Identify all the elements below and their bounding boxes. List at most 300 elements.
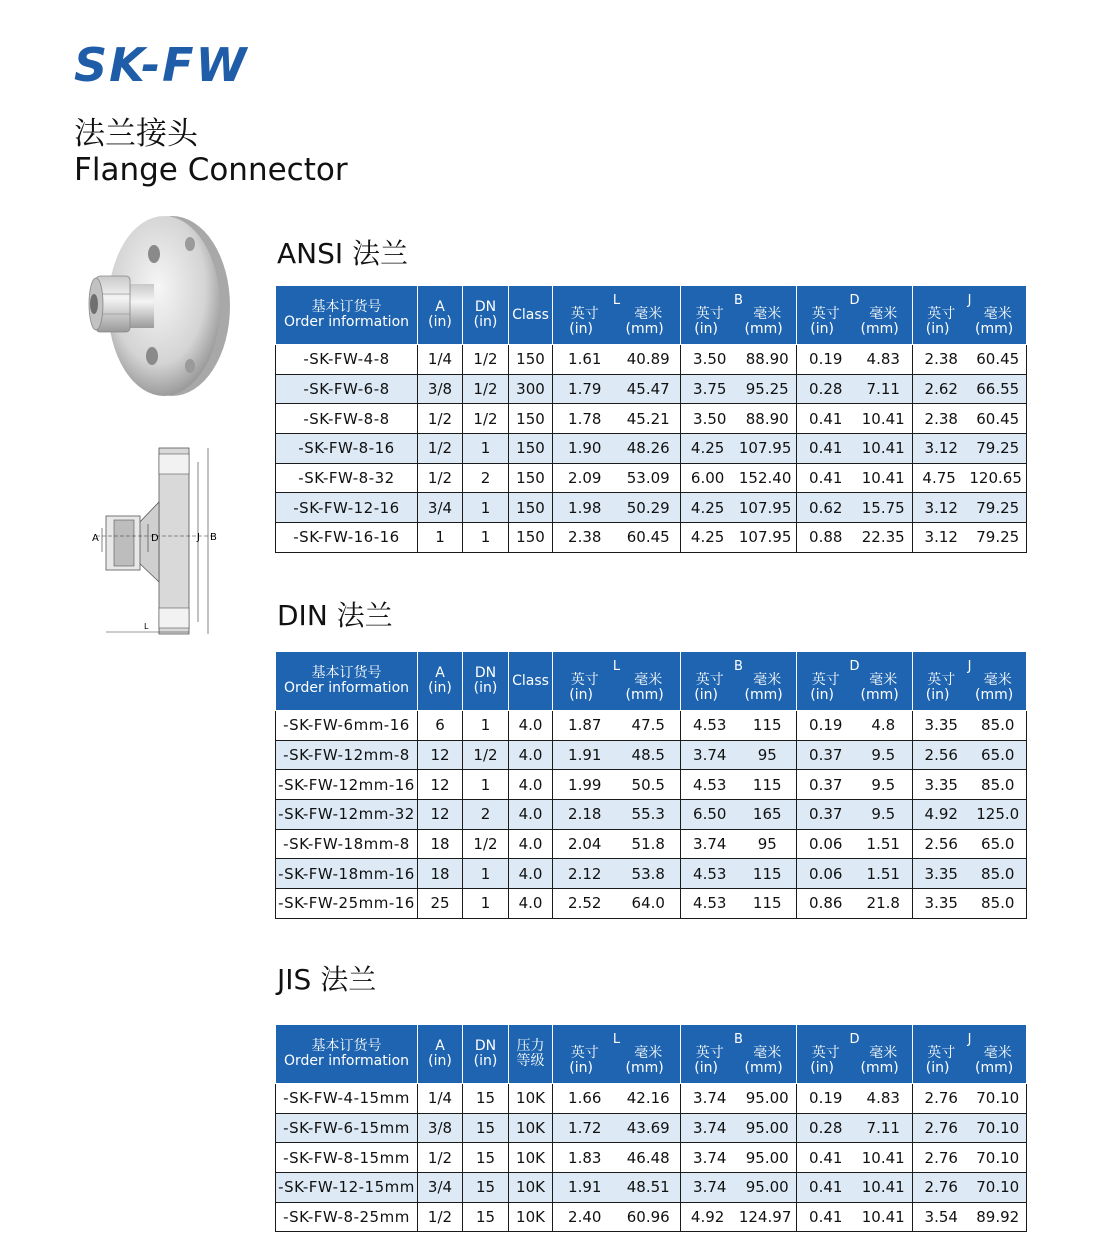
mm-cn: 毫米 xyxy=(753,1044,782,1061)
value-mm: 79.25 xyxy=(976,528,1020,547)
cell-d-values xyxy=(797,746,912,764)
cell-d xyxy=(797,463,913,493)
value-in: 4.53 xyxy=(693,775,727,794)
col-j-units xyxy=(913,688,1026,703)
cell-l xyxy=(553,770,681,800)
value-in: 4.25 xyxy=(690,439,725,458)
cell-dn: 1 xyxy=(463,859,509,889)
cell-d-values xyxy=(797,776,912,794)
cell-l-values xyxy=(553,835,680,853)
col-dn xyxy=(463,286,509,345)
cell-a: 1/4 xyxy=(418,1084,463,1114)
value-mm: 7.11 xyxy=(866,380,900,399)
col-d xyxy=(797,286,913,345)
value-in: 3.74 xyxy=(693,1178,727,1197)
col-b-cn-units xyxy=(681,307,796,322)
mm-cn: 毫米 xyxy=(869,671,898,688)
cell-dn: 1 xyxy=(463,523,509,553)
order-number: -SK-FW-6mm-16 xyxy=(276,711,418,741)
value-mm: 95.00 xyxy=(745,1148,789,1167)
mm-cn: 毫米 xyxy=(753,671,782,688)
cell-b xyxy=(681,1084,797,1114)
value-mm: 9.5 xyxy=(871,805,896,824)
value-in: 2.52 xyxy=(568,894,602,913)
product-photo xyxy=(60,214,246,400)
cell-d xyxy=(797,770,913,800)
cell-j xyxy=(913,800,1027,830)
value-mm: 124.97 xyxy=(738,1208,792,1227)
value-mm: 51.8 xyxy=(631,835,665,854)
cell-d xyxy=(797,1202,913,1232)
cell-j xyxy=(913,740,1027,770)
cell-d xyxy=(797,859,913,889)
cell-dn: 1 xyxy=(463,493,509,523)
value-in: 0.19 xyxy=(809,1089,843,1108)
col-l xyxy=(553,652,681,711)
mm-cn: 毫米 xyxy=(983,1044,1012,1061)
cell-d-values xyxy=(797,410,912,428)
cell-a: 6 xyxy=(418,711,463,741)
col-l-units xyxy=(553,1061,680,1076)
value-in: 0.41 xyxy=(809,439,843,458)
value-in: 2.76 xyxy=(924,1119,958,1138)
col-l xyxy=(553,286,681,345)
inch-unit: (in) xyxy=(810,1059,834,1076)
col-order-cn: 基本订货号 xyxy=(311,665,382,681)
col-b-label: B xyxy=(734,1031,743,1047)
col-b-units xyxy=(681,688,796,703)
cell-a: 1/2 xyxy=(418,434,463,464)
col-b-label: B xyxy=(734,658,743,674)
col-j-units xyxy=(913,1061,1026,1076)
cell-l xyxy=(553,829,681,859)
value-mm: 40.89 xyxy=(626,350,670,369)
cell-class: 150 xyxy=(509,523,553,553)
cell-b-values xyxy=(681,835,796,853)
inch-cn: 英寸 xyxy=(811,1044,840,1061)
col-b xyxy=(681,652,797,711)
cell-d-values xyxy=(797,835,912,853)
inch-unit: (in) xyxy=(925,320,950,337)
cell-d-values xyxy=(797,716,912,734)
table-row xyxy=(276,1143,1027,1173)
jis-title: JIS 法兰 xyxy=(277,963,377,996)
value-in: 1.99 xyxy=(568,775,602,794)
label-l: L xyxy=(144,622,149,631)
value-in: 0.37 xyxy=(809,805,843,824)
col-j xyxy=(913,1025,1027,1084)
table-row xyxy=(276,493,1027,523)
cell-class: 150 xyxy=(509,404,553,434)
cell-a: 12 xyxy=(418,770,463,800)
ansi-table xyxy=(275,285,1027,553)
mm-unit: (mm) xyxy=(744,1059,783,1076)
cell-j xyxy=(913,859,1027,889)
table-row xyxy=(276,800,1027,830)
cell-j xyxy=(913,434,1027,464)
cell-b xyxy=(681,523,797,553)
value-in: 6.00 xyxy=(690,469,725,488)
value-mm: 9.5 xyxy=(871,746,896,765)
cell-b-values xyxy=(681,439,796,457)
table-row xyxy=(276,859,1027,889)
cell-class: 4.0 xyxy=(509,711,553,741)
value-mm: 120.65 xyxy=(969,469,1022,488)
cell-j xyxy=(913,404,1027,434)
cell-dn: 1/2 xyxy=(463,829,509,859)
cell-class: 150 xyxy=(509,463,553,493)
value-mm: 85.0 xyxy=(981,894,1015,913)
cell-b xyxy=(681,463,797,493)
col-b xyxy=(681,286,797,345)
value-in: 1.87 xyxy=(568,716,602,735)
cell-b-values xyxy=(681,805,796,823)
label-b: B xyxy=(210,532,217,543)
value-in: 2.56 xyxy=(924,746,958,765)
value-in: 1.61 xyxy=(568,350,602,369)
col-dn-label: DN xyxy=(474,665,497,681)
value-in: 3.74 xyxy=(693,1089,727,1108)
cell-d xyxy=(797,829,913,859)
cell-b xyxy=(681,434,797,464)
cell-b xyxy=(681,345,797,375)
cell-l-values xyxy=(553,1149,680,1167)
cell-l xyxy=(553,711,681,741)
mm-cn: 毫米 xyxy=(983,671,1012,688)
inch-unit: (in) xyxy=(569,320,593,337)
col-j-cn-units xyxy=(913,1046,1026,1061)
value-in: 2.12 xyxy=(568,864,602,883)
value-mm: 165 xyxy=(752,805,782,824)
value-in: 4.53 xyxy=(693,716,727,735)
cell-j-values xyxy=(913,380,1026,398)
value-mm: 15.75 xyxy=(861,498,905,517)
value-mm: 66.55 xyxy=(976,380,1020,399)
value-mm: 1.51 xyxy=(866,864,900,883)
value-in: 3.50 xyxy=(693,350,727,369)
value-in: 0.41 xyxy=(809,1178,843,1197)
cell-b-values xyxy=(681,528,796,546)
cell-class: 4.0 xyxy=(509,800,553,830)
col-order-en: Order information xyxy=(283,1053,410,1069)
order-number: -SK-FW-18mm-16 xyxy=(276,859,418,889)
cell-j-values xyxy=(913,439,1026,457)
inch-cn: 英寸 xyxy=(570,1044,599,1061)
cell-class: 4.0 xyxy=(509,859,553,889)
col-a-label: A xyxy=(435,299,445,315)
brand-title: SK-FW xyxy=(74,38,249,92)
inch-unit: (in) xyxy=(925,686,950,703)
table-row xyxy=(276,404,1027,434)
cell-dn: 15 xyxy=(463,1143,509,1173)
cell-a: 1/2 xyxy=(418,1202,463,1232)
col-pressure-label: 压力等级 xyxy=(516,1038,545,1069)
cell-j-values xyxy=(913,1089,1026,1107)
value-mm: 107.95 xyxy=(738,528,792,547)
value-mm: 115 xyxy=(752,775,782,794)
mm-unit: (mm) xyxy=(744,686,783,703)
col-order xyxy=(276,652,418,711)
value-mm: 45.47 xyxy=(626,380,670,399)
table-row xyxy=(276,770,1027,800)
cell-class: 150 xyxy=(509,345,553,375)
cell-l xyxy=(553,463,681,493)
col-b-label: B xyxy=(734,292,743,308)
cell-j xyxy=(913,770,1027,800)
cell-class: 300 xyxy=(509,374,553,404)
cell-d xyxy=(797,404,913,434)
value-in: 0.28 xyxy=(809,380,843,399)
cell-d xyxy=(797,711,913,741)
table-row xyxy=(276,1084,1027,1114)
value-in: 0.37 xyxy=(809,775,843,794)
value-in: 0.19 xyxy=(809,716,843,735)
cell-j xyxy=(913,889,1027,919)
order-number: -SK-FW-16-16 xyxy=(276,523,418,553)
value-mm: 95.25 xyxy=(745,380,789,399)
table-row xyxy=(276,711,1027,741)
col-order-en: Order information xyxy=(283,680,410,696)
table-row xyxy=(276,345,1027,375)
cell-j-values xyxy=(913,746,1026,764)
value-in: 3.74 xyxy=(693,1148,727,1167)
value-mm: 55.3 xyxy=(631,805,665,824)
cell-b-values xyxy=(681,776,796,794)
col-d-cn-units xyxy=(797,673,912,688)
cell-l-values xyxy=(553,1119,680,1137)
value-mm: 60.45 xyxy=(976,350,1020,369)
value-in: 3.74 xyxy=(693,1119,727,1138)
dimension-drawing xyxy=(86,440,226,640)
mm-cn: 毫米 xyxy=(869,1044,898,1061)
cell-l xyxy=(553,889,681,919)
cell-a: 12 xyxy=(418,800,463,830)
value-in: 0.41 xyxy=(809,409,843,428)
cell-b xyxy=(681,493,797,523)
cell-d-values xyxy=(797,1149,912,1167)
col-dn-label: DN xyxy=(474,1038,497,1054)
value-in: 4.92 xyxy=(924,805,958,824)
cell-b-values xyxy=(681,1089,796,1107)
value-in: 3.35 xyxy=(924,775,958,794)
inch-unit: (in) xyxy=(694,1059,718,1076)
value-in: 0.41 xyxy=(809,469,843,488)
cell-l-values xyxy=(553,499,680,517)
cell-j xyxy=(913,345,1027,375)
value-in: 1.72 xyxy=(568,1119,602,1138)
cell-l-values xyxy=(553,865,680,883)
col-a xyxy=(418,286,463,345)
value-mm: 115 xyxy=(752,894,782,913)
col-a-unit: (in) xyxy=(428,314,452,330)
cell-d-values xyxy=(797,1119,912,1137)
cell-class: 4.0 xyxy=(509,770,553,800)
value-mm: 42.16 xyxy=(626,1089,670,1108)
cell-l-values xyxy=(553,380,680,398)
cell-b-values xyxy=(681,499,796,517)
cell-dn: 2 xyxy=(463,463,509,493)
cell-d-values xyxy=(797,1208,912,1226)
cell-d xyxy=(797,434,913,464)
cell-dn: 1/2 xyxy=(463,345,509,375)
order-number: -SK-FW-4-8 xyxy=(276,345,418,375)
cell-d xyxy=(797,889,913,919)
value-in: 4.92 xyxy=(690,1208,725,1227)
value-in: 2.76 xyxy=(924,1178,958,1197)
col-l-cn-units xyxy=(553,1046,680,1061)
inch-unit: (in) xyxy=(810,686,834,703)
value-in: 0.41 xyxy=(809,1148,843,1167)
value-mm: 107.95 xyxy=(738,498,792,517)
inch-unit: (in) xyxy=(569,686,593,703)
cell-b xyxy=(681,711,797,741)
col-l-cn-units xyxy=(553,673,680,688)
value-in: 2.62 xyxy=(924,380,958,399)
cell-class: 10K xyxy=(509,1143,553,1173)
cell-class: 4.0 xyxy=(509,829,553,859)
col-j-cn-units xyxy=(913,673,1026,688)
order-number: -SK-FW-8-25mm xyxy=(276,1202,418,1232)
value-in: 0.37 xyxy=(809,746,843,765)
cell-j-values xyxy=(913,776,1026,794)
value-mm: 9.5 xyxy=(871,775,896,794)
cell-j xyxy=(913,829,1027,859)
cell-b-values xyxy=(681,865,796,883)
cell-j xyxy=(913,374,1027,404)
cell-j-values xyxy=(913,469,1026,487)
cell-l xyxy=(553,404,681,434)
order-number: -SK-FW-12mm-32 xyxy=(276,800,418,830)
cell-b xyxy=(681,374,797,404)
cell-b-values xyxy=(681,380,796,398)
cell-b xyxy=(681,829,797,859)
mm-unit: (mm) xyxy=(860,320,899,337)
value-mm: 10.41 xyxy=(861,469,905,488)
value-in: 0.86 xyxy=(809,894,843,913)
value-in: 1.91 xyxy=(568,1178,602,1197)
col-order-en: Order information xyxy=(283,314,410,330)
cell-j-values xyxy=(913,1178,1026,1196)
table-row xyxy=(276,889,1027,919)
cell-b-values xyxy=(681,350,796,368)
inch-unit: (in) xyxy=(694,686,718,703)
value-in: 2.38 xyxy=(924,409,958,428)
value-mm: 53.8 xyxy=(631,864,665,883)
value-in: 1.79 xyxy=(568,380,602,399)
cell-b-values xyxy=(681,1149,796,1167)
cell-a: 18 xyxy=(418,829,463,859)
value-in: 3.75 xyxy=(693,380,727,399)
col-d xyxy=(797,1025,913,1084)
order-number: -SK-FW-8-8 xyxy=(276,404,418,434)
value-in: 2.18 xyxy=(568,805,602,824)
mm-cn: 毫米 xyxy=(753,305,782,322)
cell-j xyxy=(913,1202,1027,1232)
col-l-units xyxy=(553,322,680,337)
col-b-cn-units xyxy=(681,1046,796,1061)
value-mm: 125.0 xyxy=(976,805,1020,824)
col-b xyxy=(681,1025,797,1084)
mm-unit: (mm) xyxy=(975,1059,1014,1076)
cell-b xyxy=(681,404,797,434)
col-a xyxy=(418,652,463,711)
inch-cn: 英寸 xyxy=(695,1044,724,1061)
cell-l-values xyxy=(553,410,680,428)
table-row xyxy=(276,523,1027,553)
value-mm: 95.00 xyxy=(745,1178,789,1197)
cell-d-values xyxy=(797,499,912,517)
col-a xyxy=(418,1025,463,1084)
cell-dn: 15 xyxy=(463,1113,509,1143)
table-row xyxy=(276,374,1027,404)
cell-d-values xyxy=(797,865,912,883)
value-mm: 4.83 xyxy=(866,350,900,369)
value-in: 1.78 xyxy=(568,409,602,428)
value-mm: 4.83 xyxy=(866,1089,900,1108)
value-mm: 60.45 xyxy=(626,528,670,547)
cell-class: 4.0 xyxy=(509,740,553,770)
inch-cn: 英寸 xyxy=(927,305,956,322)
col-d-units xyxy=(797,688,912,703)
cell-j xyxy=(913,1084,1027,1114)
cell-l-values xyxy=(553,439,680,457)
inch-cn: 英寸 xyxy=(811,671,840,688)
col-l-cn-units xyxy=(553,307,680,322)
col-b-units xyxy=(681,1061,796,1076)
col-d-cn-units xyxy=(797,307,912,322)
value-in: 2.04 xyxy=(568,835,602,854)
header-row xyxy=(276,286,1027,345)
value-in: 0.28 xyxy=(809,1119,843,1138)
value-in: 3.12 xyxy=(924,439,958,458)
col-j-units xyxy=(913,322,1026,337)
col-pressure xyxy=(509,1025,553,1084)
value-mm: 4.8 xyxy=(871,716,896,735)
cell-d xyxy=(797,1173,913,1203)
cell-b xyxy=(681,1173,797,1203)
mm-cn: 毫米 xyxy=(634,671,663,688)
value-in: 3.12 xyxy=(924,528,958,547)
value-mm: 115 xyxy=(752,864,782,883)
cell-class: 10K xyxy=(509,1173,553,1203)
table-row xyxy=(276,1113,1027,1143)
cell-d xyxy=(797,374,913,404)
label-d: D xyxy=(151,533,159,544)
cell-l-values xyxy=(553,469,680,487)
value-mm: 115 xyxy=(752,716,782,735)
value-in: 4.75 xyxy=(922,469,956,488)
value-in: 3.35 xyxy=(924,716,958,735)
cell-d-values xyxy=(797,439,912,457)
value-mm: 60.96 xyxy=(626,1208,670,1227)
value-mm: 50.29 xyxy=(626,498,670,517)
mm-unit: (mm) xyxy=(860,1059,899,1076)
cell-dn: 1 xyxy=(463,711,509,741)
cell-d-values xyxy=(797,1178,912,1196)
value-in: 3.12 xyxy=(924,498,958,517)
value-mm: 65.0 xyxy=(981,746,1015,765)
cell-d-values xyxy=(797,469,912,487)
col-j-cn-units xyxy=(913,307,1026,322)
value-mm: 95.00 xyxy=(745,1119,789,1138)
col-d-label: D xyxy=(849,1031,860,1047)
cell-class: 4.0 xyxy=(509,889,553,919)
cell-dn: 1/2 xyxy=(463,740,509,770)
col-dn xyxy=(463,652,509,711)
col-b-units xyxy=(681,322,796,337)
cell-l xyxy=(553,1173,681,1203)
col-a-label: A xyxy=(435,1038,445,1054)
